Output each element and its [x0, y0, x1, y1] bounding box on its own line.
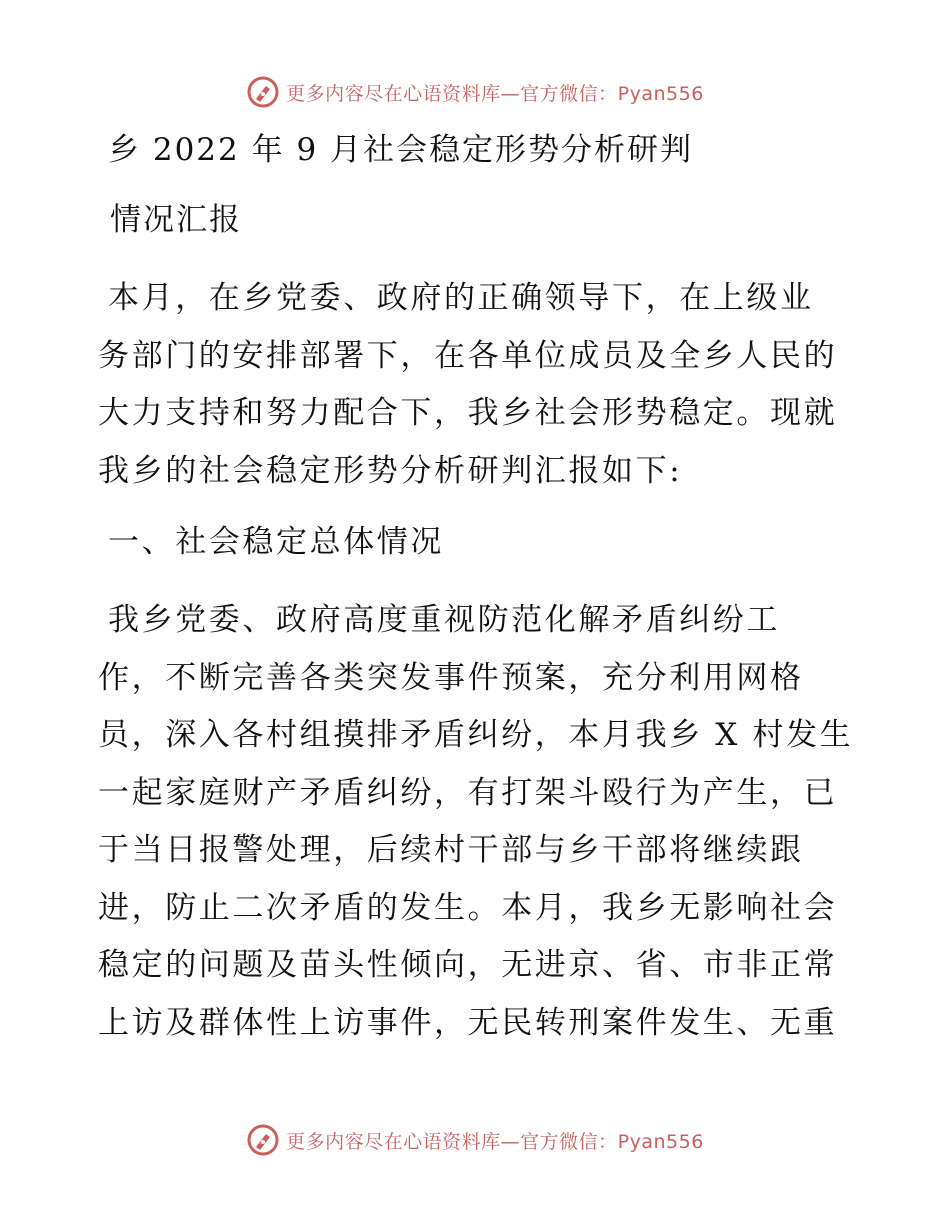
pen-nib-logo-icon	[246, 75, 280, 109]
watermark-text: 更多内容尽在心语资料库—官方微信：Pyan556	[286, 1130, 704, 1153]
paragraph-line: 务部门的安排部署下，在各单位成员及全乡人民的	[98, 337, 838, 374]
paragraph-line: 员，深入各村组摸排矛盾纠纷，本月我乡 X 村发生	[98, 717, 854, 753]
document-title-line-2: 情况汇报	[110, 202, 242, 238]
paragraph-line: 上访及群体性上访事件，无民转刑案件发生、无重	[98, 1004, 838, 1041]
footer-watermark	[0, 1120, 950, 1160]
section-heading: 一、社会稳定总体情况	[108, 524, 444, 560]
paragraph-line: 稳定的问题及苗头性倾向，无进京、省、市非正常	[98, 947, 838, 983]
paragraph-intro	[98, 270, 858, 500]
paragraph-line: 于当日报警处理，后续村干部与乡干部将继续跟	[98, 832, 804, 868]
header-watermark	[0, 72, 950, 112]
paragraph-line: 本月，在乡党委、政府的正确领导下，在上级业	[108, 280, 814, 316]
paragraph-line: 我乡的社会稳定形势分析研判汇报如下:	[98, 452, 683, 489]
paragraph-line: 进，防止二次矛盾的发生。本月，我乡无影响社会	[98, 889, 838, 926]
watermark-text: 更多内容尽在心语资料库—官方微信：Pyan556	[286, 82, 704, 105]
document-title-line-1: 乡 2022 年 9 月社会稳定形势分析研判	[108, 132, 694, 168]
pen-nib-logo-icon	[246, 1123, 280, 1157]
paragraph-line: 大力支持和努力配合下，我乡社会形势稳定。现就	[98, 395, 838, 431]
paragraph-line: 作，不断完善各类突发事件预案，充分利用网格	[98, 659, 804, 696]
paragraph-line: 一起家庭财产矛盾纠纷，有打架斗殴行为产生，已	[98, 774, 838, 811]
paragraph-overview	[98, 592, 858, 1052]
paragraph-line: 我乡党委、政府高度重视防范化解矛盾纠纷工	[108, 602, 780, 638]
